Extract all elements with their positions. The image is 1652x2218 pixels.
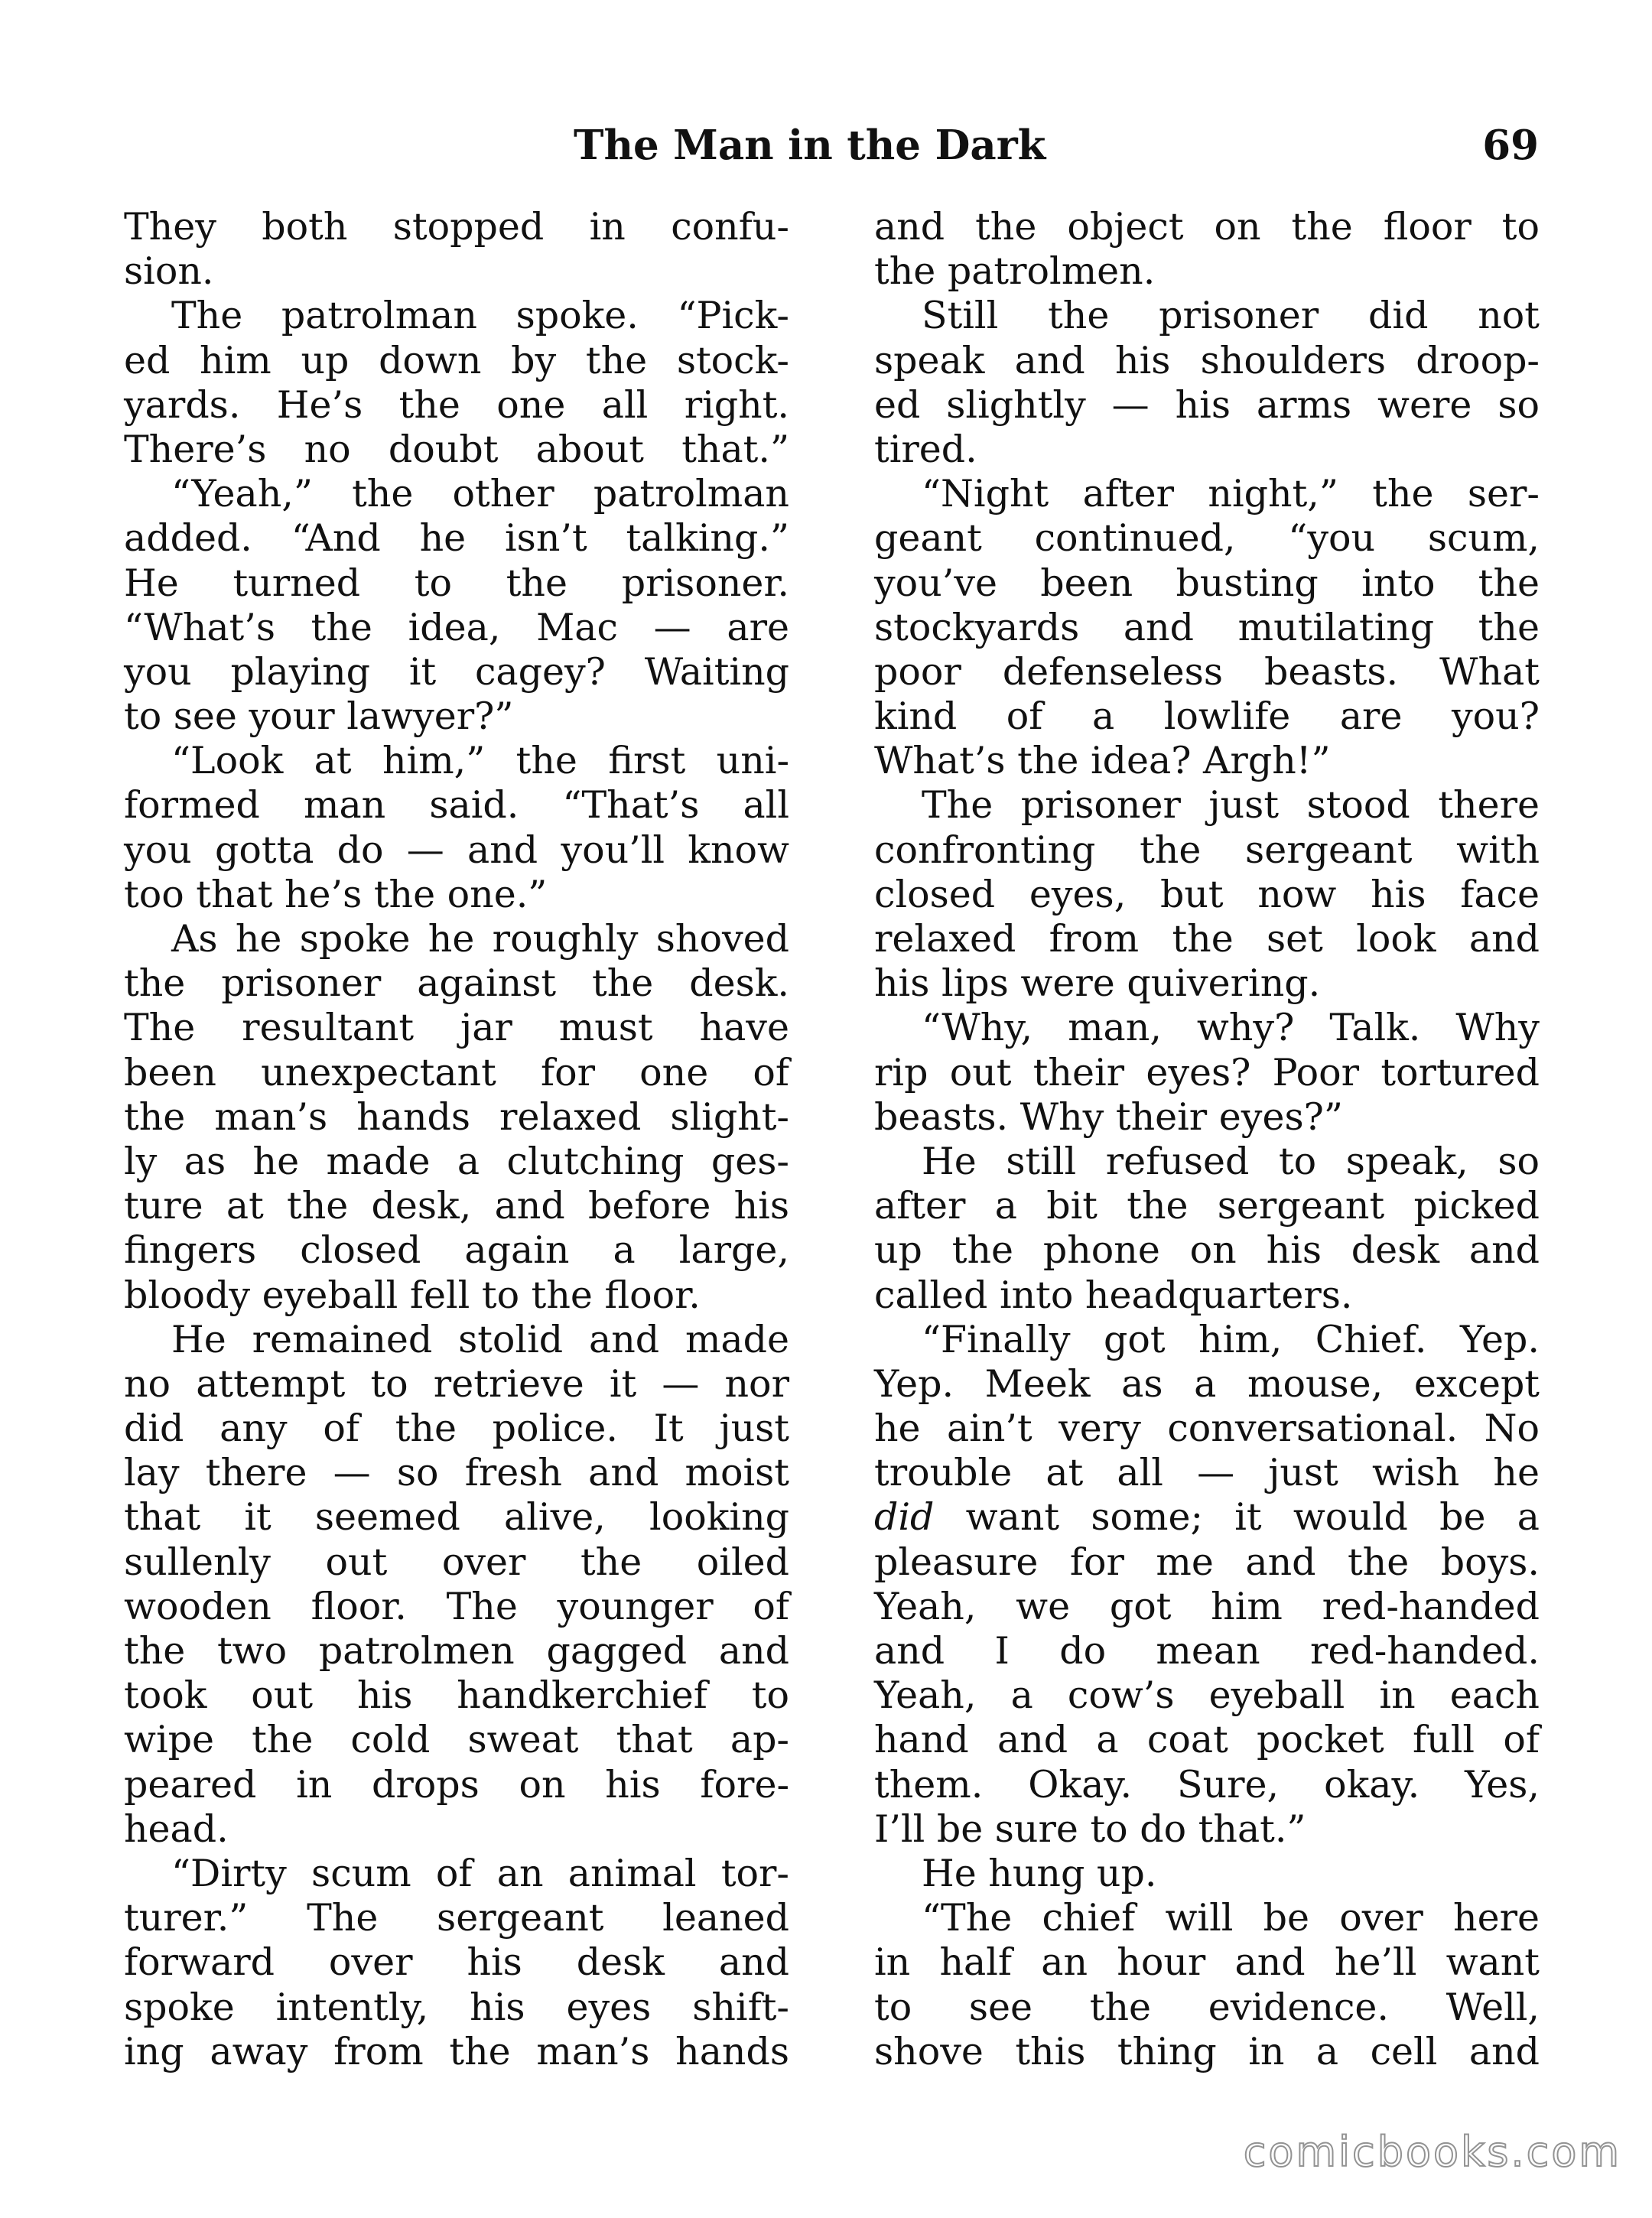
text-line: I’ll be sure to do that.”: [874, 1807, 1306, 1851]
text-line: to see your lawyer?”: [124, 694, 514, 739]
text-line: sion.: [124, 249, 214, 294]
text-line: them. Okay. Sure, okay. Yes,: [874, 1762, 1540, 1807]
text-line: tired.: [874, 427, 977, 471]
text-line: There’s no doubt about that.”: [124, 427, 789, 471]
right-text-column: [874, 205, 1540, 2074]
text-line: He remained stolid and made: [171, 1317, 789, 1361]
text-line: The resultant jar must have: [124, 1006, 789, 1050]
text-line: rip out their eyes? Poor tortured: [874, 1050, 1540, 1094]
text-line: The patrolman spoke. “Pick-: [171, 294, 789, 338]
text-line: and the object on the floor to: [874, 205, 1540, 249]
text-line: you playing it cagey? Waiting: [124, 649, 789, 694]
text-line: sullenly out over the oiled: [124, 1540, 789, 1584]
text-line: kind of a lowlife are you?: [874, 694, 1540, 739]
text-line: formed man said. “That’s all: [124, 783, 789, 828]
text-line: after a bit the sergeant picked: [874, 1184, 1540, 1228]
text-line: that it seemed alive, looking: [124, 1495, 789, 1540]
text-line: did want some; it would be a: [874, 1495, 1540, 1540]
text-line: been unexpectant for one of: [124, 1050, 789, 1094]
text-line: relaxed from the set look and: [874, 917, 1540, 961]
text-line: too that he’s the one.”: [124, 872, 548, 916]
text-line: took out his handkerchief to: [124, 1673, 789, 1718]
text-line: the two patrolmen gagged and: [124, 1629, 789, 1673]
text-line: ing away from the man’s hands: [124, 2029, 789, 2073]
text-line: forward over his desk and: [124, 1940, 789, 1985]
text-line: “Look at him,” the first uni-: [171, 739, 789, 783]
text-line: yards. He’s the one all right.: [124, 382, 789, 427]
text-line: stockyards and mutilating the: [874, 605, 1540, 649]
page-number: 69: [1482, 122, 1539, 169]
text-line: his lips were quivering.: [874, 961, 1321, 1006]
text-line: confronting the sergeant with: [874, 828, 1540, 872]
text-line: pleasure for me and the boys.: [874, 1540, 1540, 1584]
text-line: The prisoner just stood there: [922, 783, 1540, 828]
text-line: wooden floor. The younger of: [124, 1584, 789, 1628]
text-line: “What’s the idea, Mac — are: [124, 605, 789, 649]
text-line: He still refused to speak, so: [922, 1139, 1540, 1183]
text-line: closed eyes, but now his face: [874, 872, 1540, 916]
text-line: ed him up down by the stock-: [124, 338, 789, 382]
text-line: “Yeah,” the other patrolman: [171, 472, 789, 516]
site-watermark: comicbooks.com: [1243, 2128, 1621, 2176]
text-line: did any of the police. It just: [124, 1407, 789, 1451]
text-line: the prisoner against the desk.: [124, 961, 789, 1006]
text-line: ture at the desk, and before his: [124, 1184, 789, 1228]
text-line: the man’s hands relaxed slight-: [124, 1094, 789, 1139]
text-line: peared in drops on his fore-: [124, 1762, 789, 1807]
text-line: turer.” The sergeant leaned: [124, 1896, 789, 1940]
text-line: shove this thing in a cell and: [874, 2029, 1540, 2073]
text-line: ed slightly — his arms were so: [874, 382, 1540, 427]
text-line: “Finally got him, Chief. Yep.: [922, 1317, 1540, 1361]
text-line: ly as he made a clutching ges-: [124, 1139, 789, 1183]
text-line: As he spoke he roughly shoved: [171, 917, 789, 961]
text-line: poor defenseless beasts. What: [874, 649, 1540, 694]
left-text-column: [124, 205, 789, 2074]
text-line: called into headquarters.: [874, 1273, 1353, 1317]
text-line: Yeah, a cow’s eyeball in each: [874, 1673, 1540, 1718]
text-line: hand and a coat pocket full of: [874, 1718, 1540, 1762]
text-line: bloody eyeball fell to the floor.: [124, 1273, 701, 1317]
text-line: no attempt to retrieve it — nor: [124, 1361, 789, 1406]
text-line: trouble at all — just wish he: [874, 1451, 1540, 1495]
text-line: head.: [124, 1807, 229, 1851]
text-line: “The chief will be over here: [922, 1896, 1540, 1940]
text-line: geant continued, “you scum,: [874, 516, 1540, 561]
text-line: lay there — so fresh and moist: [124, 1451, 789, 1495]
text-line: “Dirty scum of an animal tor-: [171, 1851, 789, 1895]
text-line: “Why, man, why? Talk. Why: [922, 1006, 1540, 1050]
text-line: spoke intently, his eyes shift-: [124, 1985, 789, 2029]
text-line: “Night after night,” the ser-: [922, 472, 1540, 516]
text-line: Yep. Meek as a mouse, except: [874, 1361, 1540, 1406]
text-line: he ain’t very conversational. No: [874, 1407, 1540, 1451]
text-line: the patrolmen.: [874, 249, 1156, 294]
text-line: added. “And he isn’t talking.”: [124, 516, 789, 561]
text-line: He turned to the prisoner.: [124, 561, 789, 605]
text-line: He hung up.: [922, 1851, 1157, 1895]
text-line: wipe the cold sweat that ap-: [124, 1718, 789, 1762]
text-line: Still the prisoner did not: [922, 294, 1540, 338]
text-line: They both stopped in confu-: [124, 205, 789, 249]
text-line: fingers closed again a large,: [124, 1228, 789, 1273]
text-line: in half an hour and he’ll want: [874, 1940, 1540, 1985]
text-line: Yeah, we got him red-handed: [874, 1584, 1540, 1628]
text-line: you gotta do — and you’ll know: [124, 828, 789, 872]
text-line: you’ve been busting into the: [874, 561, 1540, 605]
text-line: beasts. Why their eyes?”: [874, 1094, 1343, 1139]
running-title: The Man in the Dark: [574, 122, 1046, 169]
text-line: speak and his shoulders droop-: [874, 338, 1540, 382]
text-line: and I do mean red-handed.: [874, 1629, 1540, 1673]
text-line: up the phone on his desk and: [874, 1228, 1540, 1273]
text-line: to see the evidence. Well,: [874, 1985, 1540, 2029]
text-line: What’s the idea? Argh!”: [874, 739, 1331, 783]
